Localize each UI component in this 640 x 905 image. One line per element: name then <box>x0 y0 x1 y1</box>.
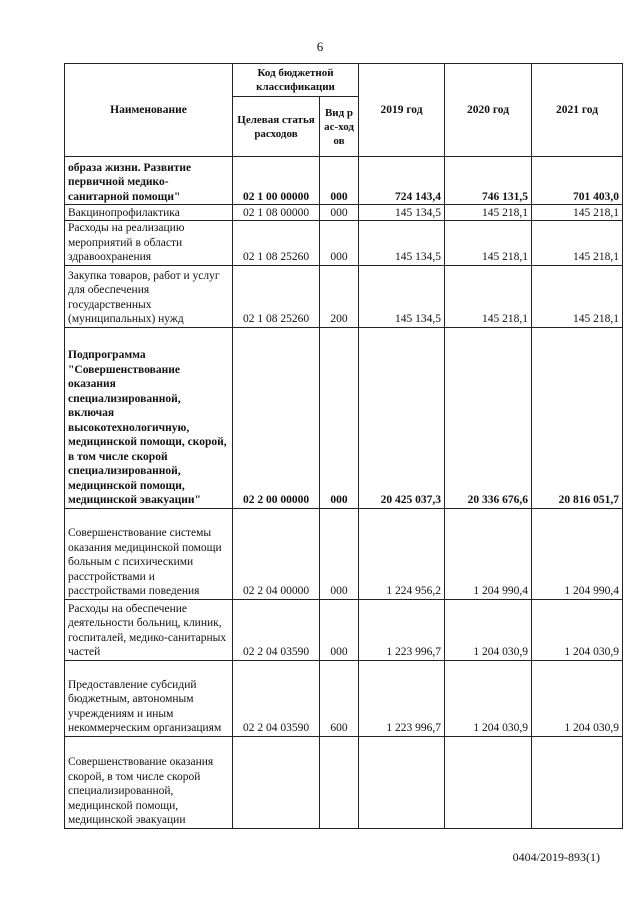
table-row: Подпрограмма "Совершенствование оказания специализированной, включая высокотехнологичную, медицинской помощи, скорой, в том числе скорой специализированной, медицинской помощи, медицинской эвакуации" 02 2 00 00000 000 20 425 037,3 20 336 676,6 20 816 051,7 <box>65 327 623 508</box>
header-code-group: Код бюджетной классификации <box>233 64 359 97</box>
header-2019: 2019 год <box>359 64 445 157</box>
table-row: Совершенствование системы оказания медицинской помощи больным с психическими расстройствами и расстройствами поведения 02 2 04 00000 000 1 224 956,2 1 204 990,4 1 204 990,4 <box>65 508 623 599</box>
document-id: 0404/2019-893(1) <box>512 850 600 864</box>
page-number: 6 <box>316 39 324 54</box>
table-row: образа жизни. Развитие первичной медико-санитарной помощи" 02 1 00 00000 000 724 143,4 746 131,5 701 403,0 <box>65 157 623 205</box>
table-row: Расходы на обеспечение деятельности больниц, клиник, госпиталей, медико-санитарных частей 02 2 04 03590 000 1 223 996,7 1 204 030,9 1 204 030,9 <box>65 599 623 660</box>
table-row: Расходы на реализацию мероприятий в области здравоохранения 02 1 08 25260 000 145 134,5 145 218,1 145 218,1 <box>65 221 623 266</box>
table-row: Совершенствование оказания скорой, в том числе скорой специализированной, медицинской помощи, медицинской эвакуации <box>65 736 623 828</box>
header-2021: 2021 год <box>532 64 623 157</box>
table-row: Предоставление субсидий бюджетным, автономным учреждениям и иным некоммерческим организациям 02 2 04 03590 600 1 223 996,7 1 204 030,9 1 204 030,9 <box>65 660 623 736</box>
table-row: Вакцинопрофилактика 02 1 08 00000 000 145 134,5 145 218,1 145 218,1 <box>65 205 623 221</box>
header-2020: 2020 год <box>445 64 532 157</box>
table-row: Закупка товаров, работ и услуг для обеспечения государственных (муниципальных) нужд 02 1 08 25260 200 145 134,5 145 218,1 145 218,1 <box>65 265 623 327</box>
header-name: Наименование <box>65 64 233 157</box>
header-vid: Вид рас-ходов <box>320 97 359 157</box>
budget-table <box>64 63 623 829</box>
header-target: Целевая статья расходов <box>233 97 320 157</box>
